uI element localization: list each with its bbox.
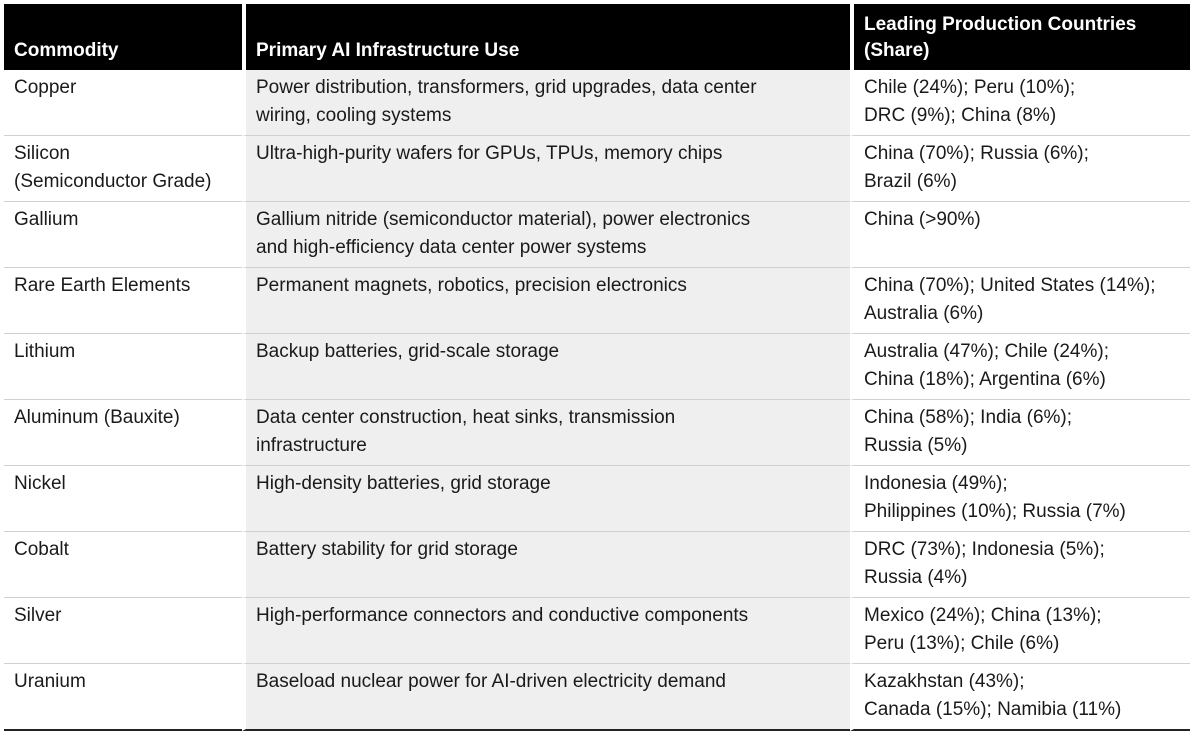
cell-countries bbox=[850, 334, 1190, 400]
cell-primary-use-line: Battery stability for grid storage bbox=[256, 539, 518, 560]
table-row bbox=[4, 400, 1190, 466]
cell-primary-use bbox=[242, 400, 850, 466]
table-row bbox=[4, 268, 1190, 334]
cell-countries-line: Russia (4%) bbox=[864, 567, 968, 588]
cell-commodity bbox=[4, 70, 242, 136]
table-row bbox=[4, 334, 1190, 400]
cell-primary-use-line: High-density batteries, grid storage bbox=[256, 473, 551, 494]
table-row bbox=[4, 598, 1190, 664]
cell-commodity bbox=[4, 664, 242, 731]
cell-primary-use bbox=[242, 532, 850, 598]
cell-commodity-line: Uranium bbox=[14, 671, 86, 692]
cell-countries-line: Australia (47%); Chile (24%); bbox=[864, 341, 1109, 362]
commodity-table bbox=[4, 4, 1190, 731]
cell-countries-line: China (70%); Russia (6%); bbox=[864, 143, 1089, 164]
cell-countries bbox=[850, 202, 1190, 268]
cell-countries-line: DRC (9%); China (8%) bbox=[864, 105, 1057, 126]
cell-primary-use-line: wiring, cooling systems bbox=[256, 105, 452, 126]
cell-primary-use bbox=[242, 598, 850, 664]
cell-primary-use bbox=[242, 466, 850, 532]
cell-countries-line: Canada (15%); Namibia (11%) bbox=[864, 699, 1122, 720]
cell-countries-line: China (70%); United States (14%); bbox=[864, 275, 1156, 296]
table-row bbox=[4, 664, 1190, 731]
header-countries bbox=[850, 4, 1190, 70]
cell-countries bbox=[850, 466, 1190, 532]
table-body bbox=[4, 70, 1190, 731]
cell-countries bbox=[850, 400, 1190, 466]
cell-countries bbox=[850, 532, 1190, 598]
cell-commodity-line: Aluminum (Bauxite) bbox=[14, 407, 180, 428]
table-header-row bbox=[4, 4, 1190, 70]
table-row bbox=[4, 202, 1190, 268]
header-primary-use: Primary AI Infrastructure Use bbox=[242, 4, 850, 70]
cell-commodity-line: Silicon bbox=[14, 143, 70, 164]
cell-commodity-line: Silver bbox=[14, 605, 62, 626]
cell-countries-line: China (18%); Argentina (6%) bbox=[864, 369, 1106, 390]
cell-primary-use-line: infrastructure bbox=[256, 435, 367, 456]
cell-commodity bbox=[4, 400, 242, 466]
cell-countries-line: DRC (73%); Indonesia (5%); bbox=[864, 539, 1105, 560]
cell-countries bbox=[850, 598, 1190, 664]
cell-primary-use-line: Ultra-high-purity wafers for GPUs, TPUs, memory chips bbox=[256, 143, 723, 164]
cell-primary-use-line: High-performance connectors and conductive components bbox=[256, 605, 749, 626]
cell-commodity-line: Copper bbox=[14, 77, 77, 98]
cell-commodity-line: Cobalt bbox=[14, 539, 69, 560]
header-commodity: Commodity bbox=[4, 4, 242, 70]
table-row bbox=[4, 136, 1190, 202]
cell-primary-use-line: Power distribution, transformers, grid upgrades, data center bbox=[256, 77, 757, 98]
cell-countries-line: Chile (24%); Peru (10%); bbox=[864, 77, 1076, 98]
cell-countries-line: China (>90%) bbox=[864, 209, 981, 230]
cell-countries-line: Russia (5%) bbox=[864, 435, 968, 456]
cell-countries-line: Mexico (24%); China (13%); bbox=[864, 605, 1102, 626]
table-row bbox=[4, 70, 1190, 136]
cell-countries bbox=[850, 136, 1190, 202]
cell-commodity bbox=[4, 268, 242, 334]
cell-countries-line: China (58%); India (6%); bbox=[864, 407, 1073, 428]
cell-primary-use-line: Gallium nitride (semiconductor material), power electronics bbox=[256, 209, 751, 230]
cell-countries-line: Indonesia (49%); bbox=[864, 473, 1008, 494]
cell-countries bbox=[850, 70, 1190, 136]
table-row bbox=[4, 532, 1190, 598]
cell-countries-line: Brazil (6%) bbox=[864, 171, 957, 192]
cell-primary-use-line: and high-efficiency data center power systems bbox=[256, 237, 647, 258]
commodity-table-container bbox=[4, 4, 1190, 731]
cell-countries-line: Peru (13%); Chile (6%) bbox=[864, 633, 1060, 654]
cell-primary-use bbox=[242, 70, 850, 136]
cell-primary-use bbox=[242, 268, 850, 334]
cell-commodity bbox=[4, 466, 242, 532]
cell-countries-line: Australia (6%) bbox=[864, 303, 984, 324]
cell-commodity-line: Lithium bbox=[14, 341, 76, 362]
cell-commodity-line: (Semiconductor Grade) bbox=[14, 171, 212, 192]
cell-primary-use-line: Permanent magnets, robotics, precision electronics bbox=[256, 275, 687, 296]
cell-countries bbox=[850, 664, 1190, 731]
cell-countries bbox=[850, 268, 1190, 334]
header-countries-line-1: Leading Production bbox=[864, 14, 1043, 35]
cell-primary-use bbox=[242, 664, 850, 731]
cell-commodity bbox=[4, 136, 242, 202]
cell-commodity bbox=[4, 598, 242, 664]
cell-primary-use-line: Baseload nuclear power for AI-driven electricity demand bbox=[256, 671, 726, 692]
header-countries-line-2: Countries (Share) bbox=[864, 14, 1137, 61]
cell-primary-use bbox=[242, 334, 850, 400]
cell-commodity bbox=[4, 334, 242, 400]
cell-primary-use bbox=[242, 136, 850, 202]
cell-commodity-line: Nickel bbox=[14, 473, 66, 494]
cell-commodity bbox=[4, 202, 242, 268]
cell-commodity-line: Rare Earth Elements bbox=[14, 275, 191, 296]
cell-primary-use bbox=[242, 202, 850, 268]
cell-countries-line: Philippines (10%); Russia (7%) bbox=[864, 501, 1126, 522]
cell-primary-use-line: Data center construction, heat sinks, transmission bbox=[256, 407, 676, 428]
cell-primary-use-line: Backup batteries, grid-scale storage bbox=[256, 341, 560, 362]
table-row bbox=[4, 466, 1190, 532]
cell-countries-line: Kazakhstan (43%); bbox=[864, 671, 1025, 692]
cell-commodity-line: Gallium bbox=[14, 209, 79, 230]
cell-commodity bbox=[4, 532, 242, 598]
